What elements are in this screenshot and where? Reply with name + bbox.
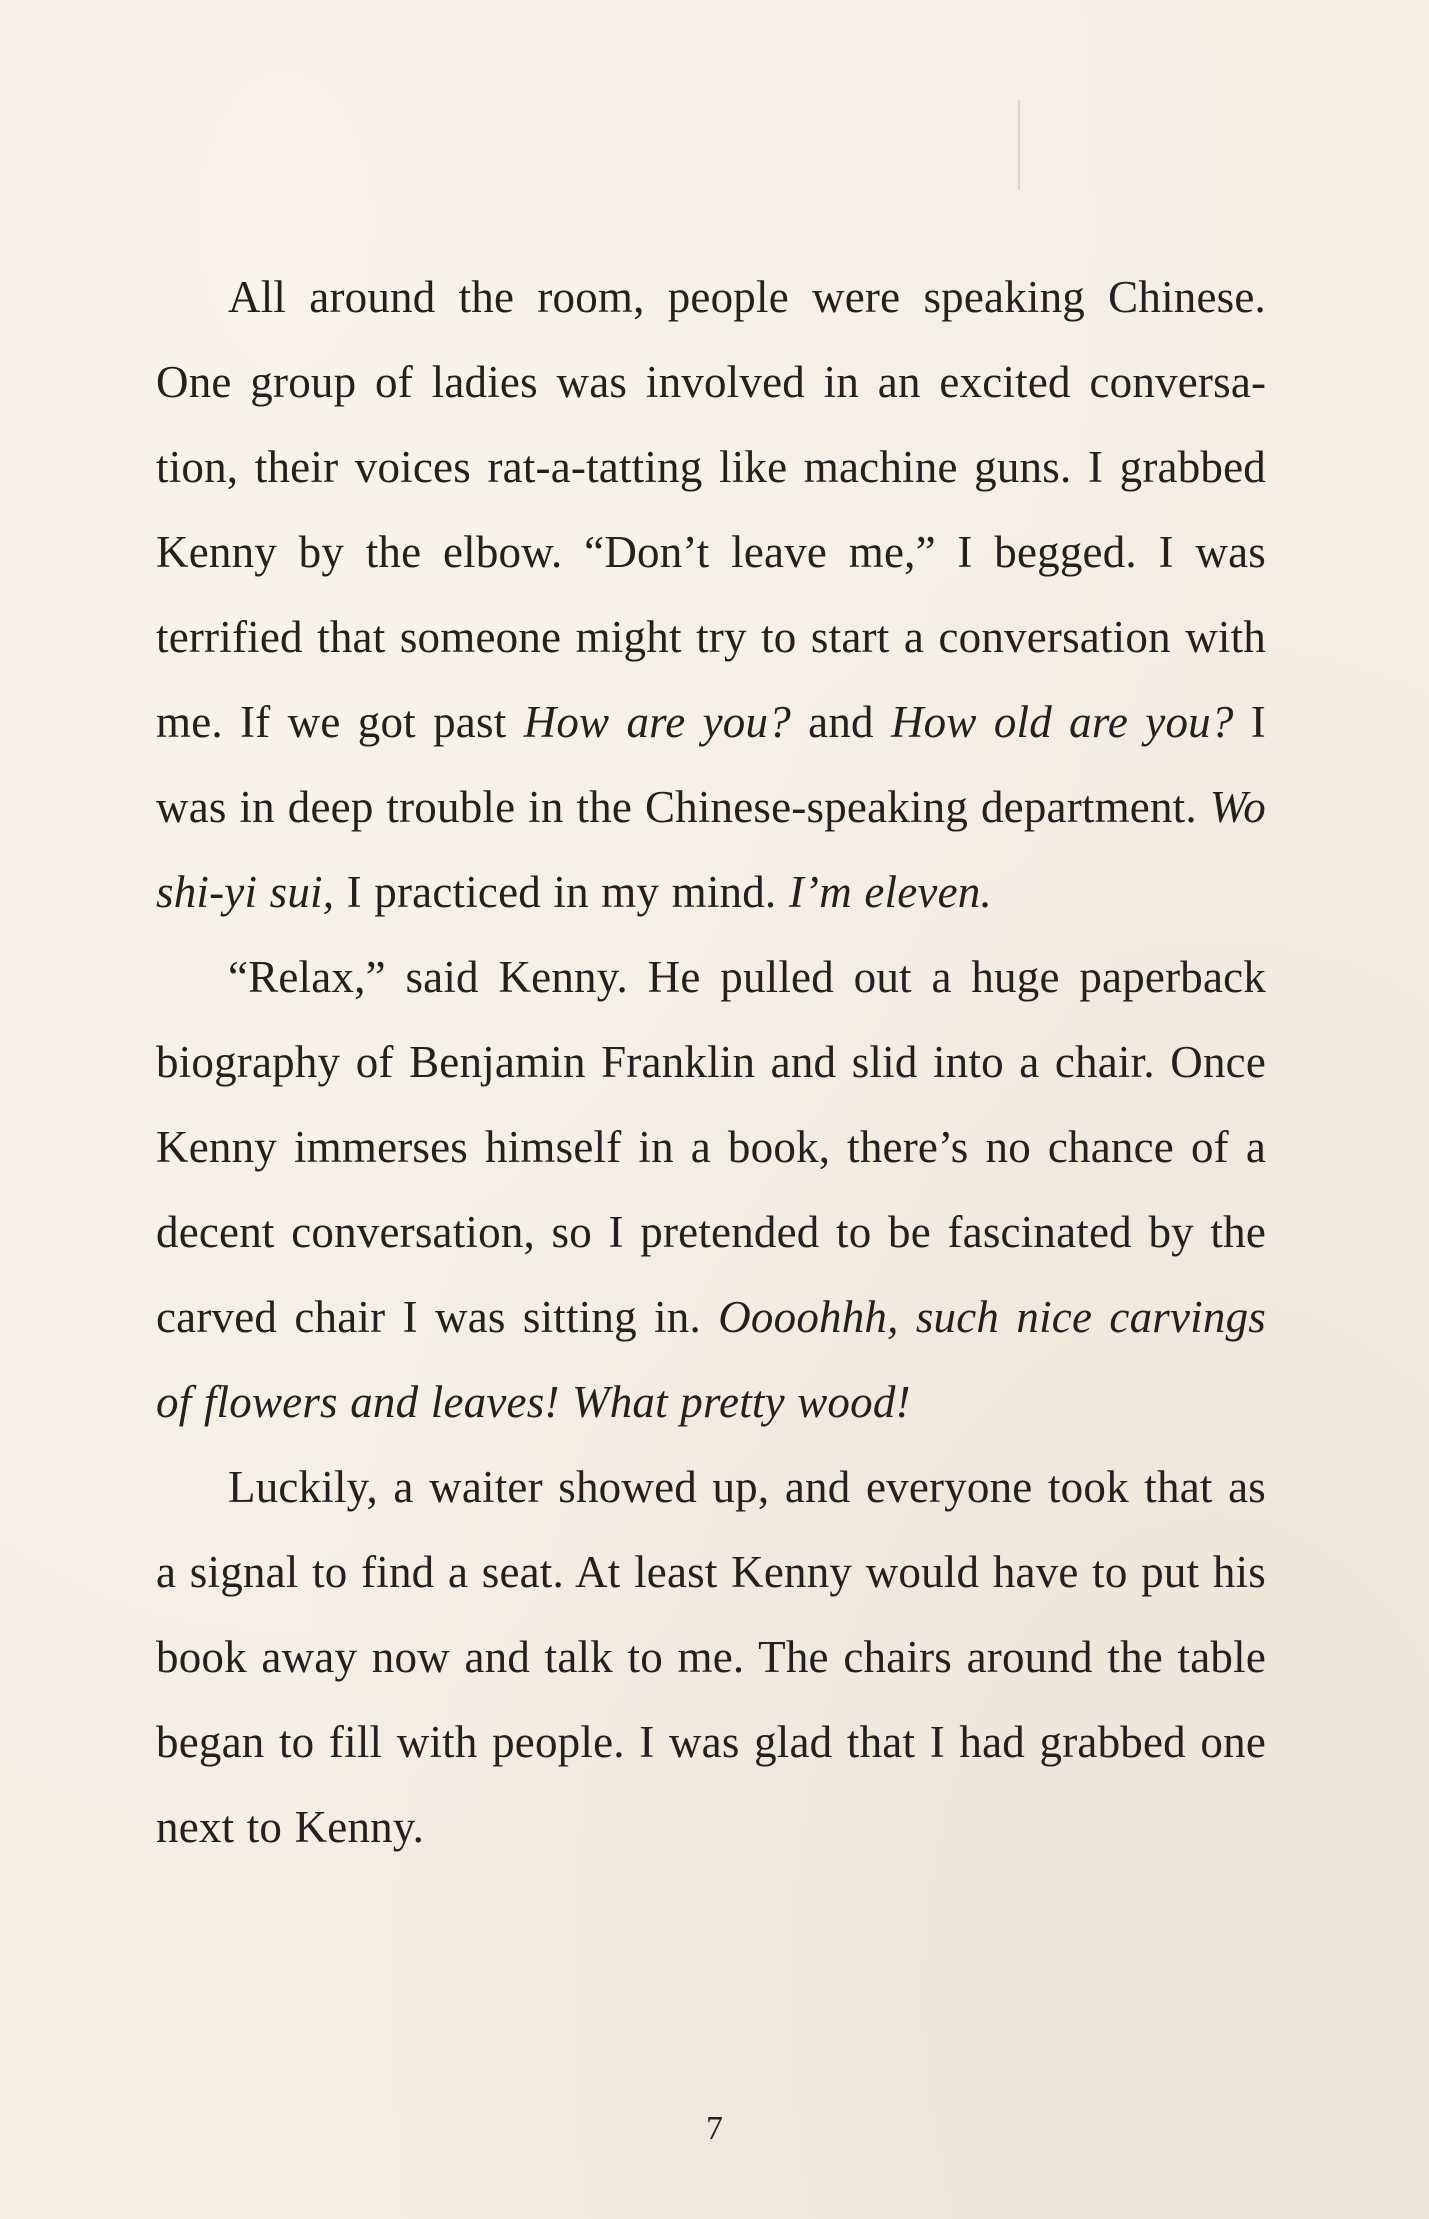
text-segment-italic: I’m eleven.: [788, 867, 992, 917]
text-segment-italic: How old are you?: [890, 697, 1234, 747]
text-segment: I was in deep trouble in the Chinese-speaking department.: [156, 697, 1266, 832]
body-text: [156, 255, 1266, 1870]
paragraph-3: [156, 1445, 1266, 1870]
text-segment: Luckily, a waiter showed up, and everyone took that as a signal to find a seat. At least Kenny would have to put his book away now and talk to me. The chairs around the table began to fill with people. I was glad that I had grabbed one next to Kenny.: [156, 1462, 1266, 1852]
paragraph-1: [156, 255, 1266, 935]
text-segment-italic: Oooohhh, such nice carvings of flowers and leaves! What pretty wood!: [156, 1292, 1266, 1427]
text-segment-italic: Wo shi-yi sui,: [156, 782, 1266, 917]
text-segment: “Relax,” said Kenny. He pulled out a huge paperback biography of Benjamin Franklin and slid into a chair. Once Kenny immerses himself in a book, there’s no chance of a decent conversation, so I pretended to be fascinated by the carved chair I was sitting in.: [156, 952, 1266, 1342]
paragraph-2: [156, 935, 1266, 1445]
page-crease: [1018, 100, 1020, 190]
text-segment: I practiced in my mind.: [334, 867, 789, 917]
text-segment-italic: How are you?: [523, 697, 791, 747]
text-segment: and: [790, 697, 891, 747]
page-number: 7: [706, 2110, 723, 2147]
text-segment: All around the room, people were speaking Chinese. One group of ladies was involved in an excited conversation, their voices rat-a-tatting like machine guns. I grabbed Kenny by the elbow. “Don’t leave me,” I begged. I was terrified that someone might try to start a conversation with me. If we got past: [156, 272, 1266, 747]
